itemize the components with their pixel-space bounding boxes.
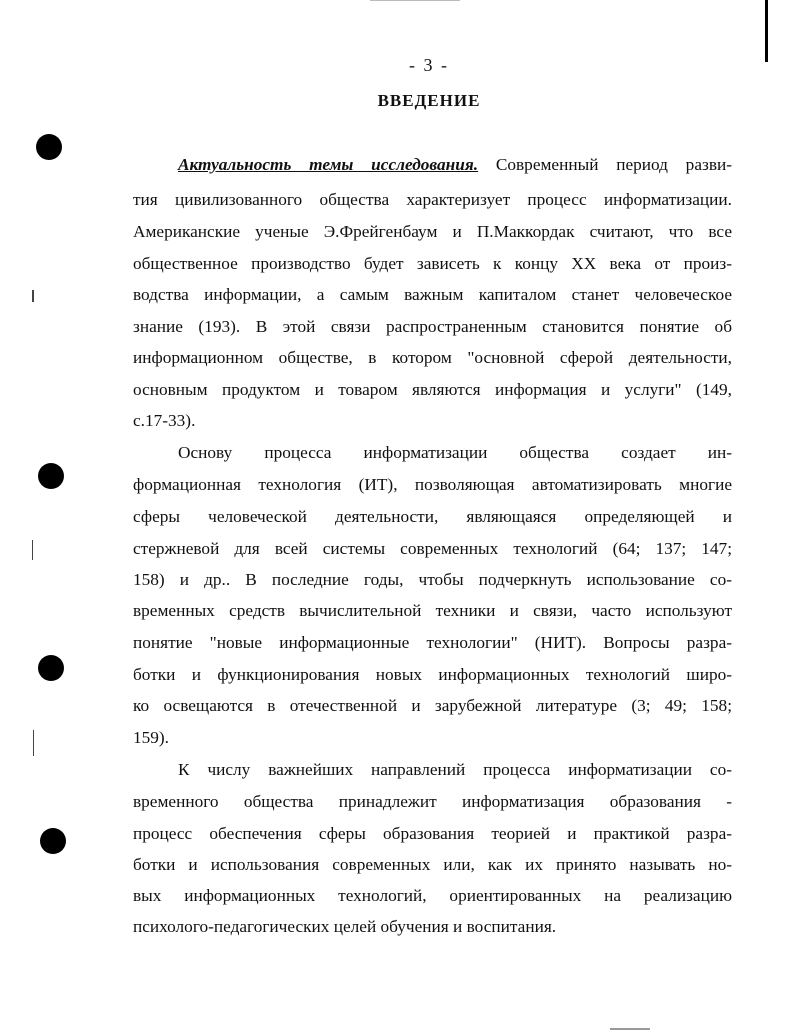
text-line: стержневой для всей системы современных технологий (64; 137; 147; xyxy=(133,539,732,558)
text-line: 158) и др.. В последние годы, чтобы подчеркнуть использование со- xyxy=(133,570,732,589)
scan-mark xyxy=(32,540,33,560)
text-line: формационная технология (ИТ), позволяющая автоматизировать многие xyxy=(133,475,732,494)
text-line: сферы человеческой деятельности, являющаяся определяющей и xyxy=(133,507,732,526)
punch-hole-1 xyxy=(36,134,62,160)
text-line: К числу важнейших направлений процесса информатизации со- xyxy=(178,760,732,779)
text-line: водства информации, а самым важным капиталом станет человеческое xyxy=(133,285,732,304)
text-line: процесс обеспечения сферы образования теорией и практикой разра- xyxy=(133,824,732,843)
text-line: Американские ученые Э.Фрейгенбаум и П.Маккордак считают, что все xyxy=(133,222,732,241)
page-title: ВВЕДЕНИЕ xyxy=(377,91,481,110)
scan-mark xyxy=(32,290,34,302)
text-line: 159). xyxy=(133,728,169,747)
text-line: временного общества принадлежит информатизация образования - xyxy=(133,792,732,811)
text-line: ботки и функционирования новых информационных технологий широ- xyxy=(133,665,732,684)
text-line: понятие "новые информационные технологии" (НИТ). Вопросы разра- xyxy=(133,633,732,652)
text-line: вых информационных технологий, ориентированных на реализацию xyxy=(133,886,732,905)
text-line: психолого-педагогических целей обучения и воспитания. xyxy=(133,917,557,936)
top-edge-line xyxy=(370,0,460,1)
text-line xyxy=(178,151,732,179)
punch-hole-4 xyxy=(40,828,66,854)
text-line: знание (193). В этой связи распространенным становится понятие об xyxy=(133,317,732,336)
scan-mark xyxy=(33,730,34,756)
text-line: с.17-33). xyxy=(133,411,196,430)
text-line: ботки и использования современных или, как их принято называть но- xyxy=(133,855,732,874)
scan-mark xyxy=(610,1028,650,1030)
punch-hole-3 xyxy=(38,655,64,681)
text-line-content: Современный период разви- xyxy=(495,155,732,174)
text-line: основным продуктом и товаром являются информация и услуги" (149, xyxy=(133,380,732,399)
page-number: - 3 - xyxy=(409,55,449,75)
text-line: тия цивилизованного общества характеризует процесс информатизации. xyxy=(133,190,732,209)
text-line: временных средств вычислительной техники и связи, часто используют xyxy=(133,601,732,620)
text-line: информационном обществе, в котором "основной сферой деятельности, xyxy=(133,348,732,367)
text-line: ко освещаются в отечественной и зарубежной литературе (3; 49; 158; xyxy=(133,696,732,715)
lead-phrase: Актуальность темы исследования. xyxy=(178,155,479,174)
text-line: Основу процесса информатизации общества создает ин- xyxy=(178,443,732,462)
text-line: общественное производство будет зависеть к концу XX века от произ- xyxy=(133,254,732,273)
right-edge-line xyxy=(765,0,768,62)
punch-hole-2 xyxy=(38,463,64,489)
